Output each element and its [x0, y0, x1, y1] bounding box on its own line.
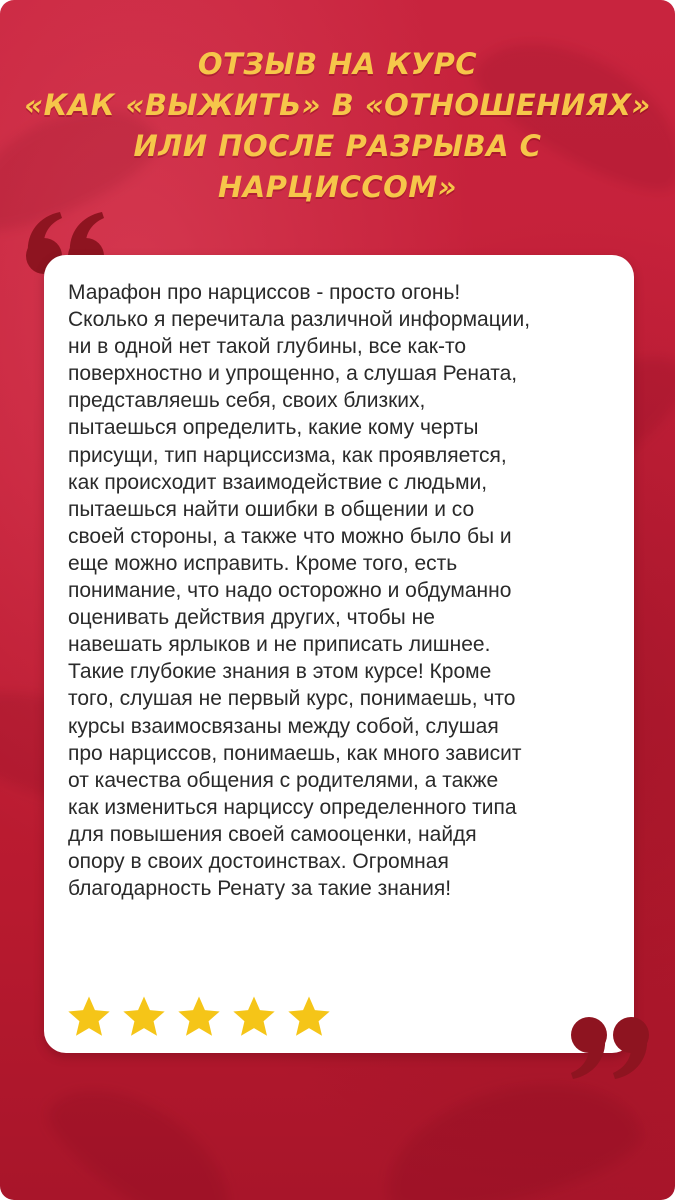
- background-leaf: [33, 1058, 257, 1200]
- title-line: «КАК «ВЫЖИТЬ» В «ОТНОШЕНИЯХ»: [24, 88, 651, 122]
- star-icon: [231, 995, 277, 1041]
- review-card: [44, 255, 634, 1053]
- review-text: Марафон про нарциссов - просто огонь! Сколько я перечитала различной информации, ни в одной нет такой глубины, все как-то поверхностно и упрощенно, а слушая Рената, представляешь себя, своих близких, пытаешься определить, какие кому черты присущи, тип нарциссизма, как проявляется, как происходит взаимодействие с людьми, пытаешься найти ошибки в общении и со своей стороны, а также что можно было бы и еще можно исправить. Кроме того, есть понимание, что надо осторожно и обдуманно оценивать действия других, чтобы не навешать ярлыков и не приписать лишнее. Такие глубокие знания в этом курсе! Кроме того, слушая не первый курс, понимаешь, что курсы взаимосвязаны между собой, слушая про нарциссов, понимаешь, как много зависит от качества общения с родителями, а также как измениться нарциссу определенного типа для повышения своей самооценки, найдя опору в своих достоинствах. Огромная благодарность Ренату за такие знания!: [68, 281, 531, 901]
- star-icon: [286, 995, 332, 1041]
- star-rating: [66, 995, 332, 1041]
- close-quote-icon: [563, 1015, 653, 1081]
- star-icon: [66, 995, 112, 1041]
- star-icon: [176, 995, 222, 1041]
- title-line: ОТЗЫВ НА КУРС: [197, 47, 478, 81]
- title-line: ИЛИ ПОСЛЕ РАЗРЫВА С: [133, 129, 542, 163]
- star-icon: [121, 995, 167, 1041]
- title-line: НАРЦИССОМ»: [217, 170, 458, 204]
- page-title: [0, 44, 675, 208]
